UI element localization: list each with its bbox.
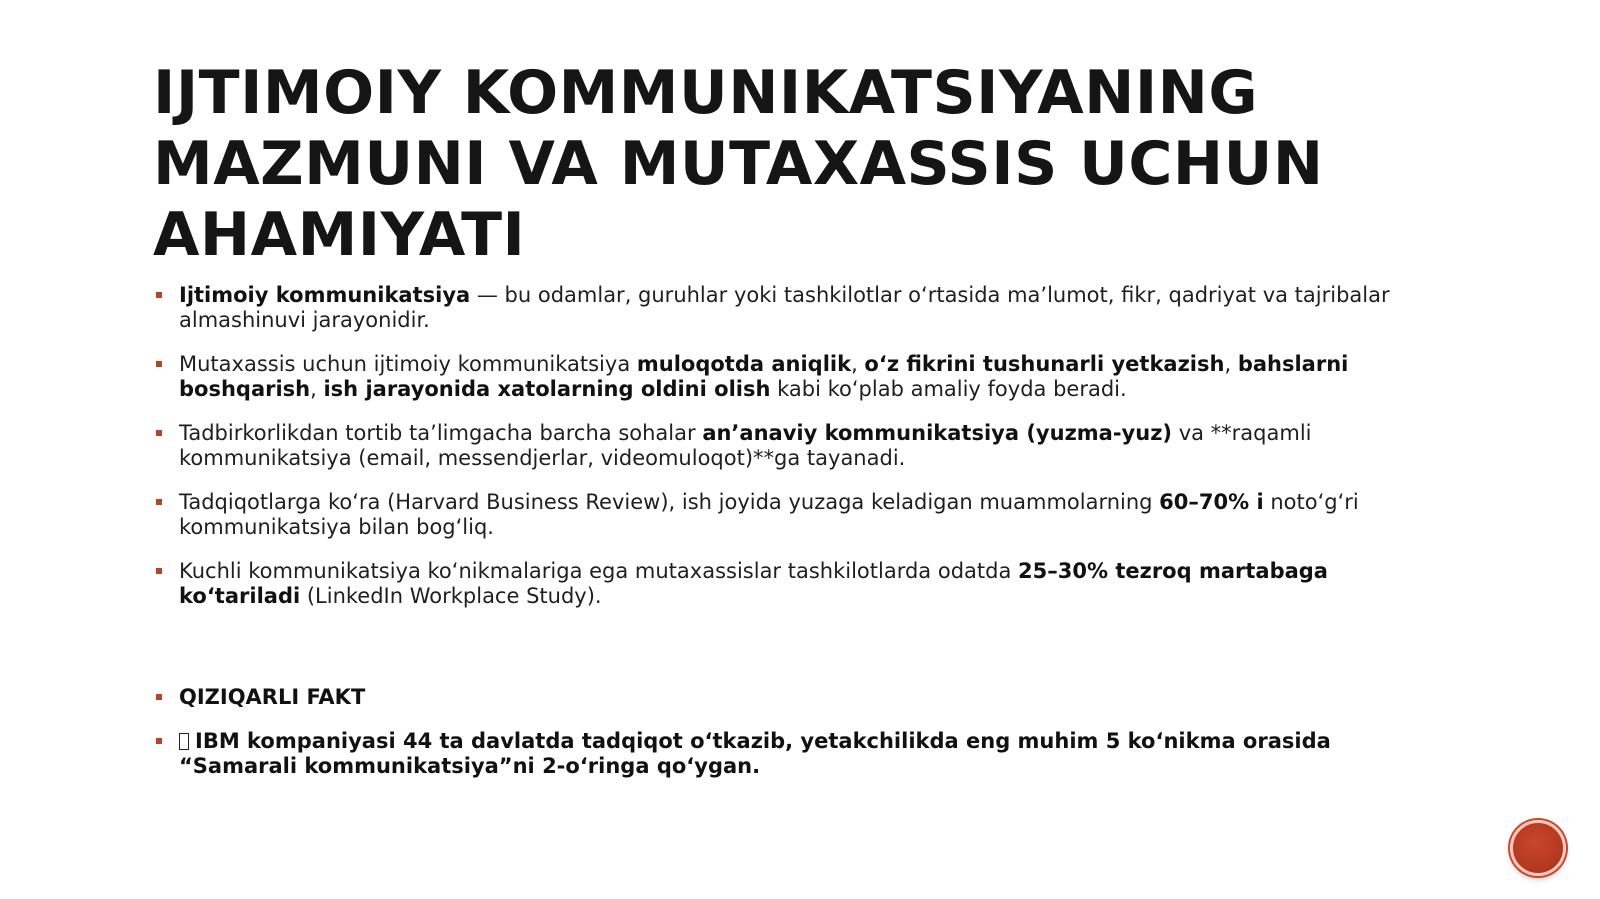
fact-item xyxy=(153,729,1453,779)
fact-heading: QIZIQARLI FAKT xyxy=(179,685,366,709)
fact-text: IBM kompaniyasi 44 ta davlatda tadqiqot oʻtkazib, yetakchilikda eng muhim 5 koʻnikma orasida “Samarali kommunikatsiya”ni 2-oʻringa qoʻygan. xyxy=(179,729,1331,778)
square-bullet-icon xyxy=(156,568,162,574)
bullet-item-1 xyxy=(153,283,1453,333)
square-bullet-icon xyxy=(156,738,162,744)
bullet-text: Tadqiqotlarga koʻra (Harvard Business Review), ish joyida yuzaga keladigan muammolarning 60–70% i notoʻgʻri kommunikatsiya bilan bogʻliq. xyxy=(179,490,1359,539)
missing-glyph-box-icon xyxy=(179,733,189,750)
square-bullet-icon xyxy=(156,694,162,700)
square-bullet-icon xyxy=(156,430,162,436)
bullet-text: Kuchli kommunikatsiya koʻnikmalariga ega mutaxassislar tashkilotlarda odatda 25–30% tezroq martabaga koʻtariladi (LinkedIn Workplace Study). xyxy=(179,559,1328,608)
square-bullet-icon xyxy=(156,361,162,367)
bullet-item-4 xyxy=(153,490,1453,540)
bullet-text: Mutaxassis uchun ijtimoiy kommunikatsiya muloqotda aniqlik, oʻz fikrini tushunarli yetkazish, bahslarni boshqarish, ish jarayonida xatolarning oldini olish kabi koʻplab amaliy foyda beradi. xyxy=(179,352,1349,401)
fact-heading-item xyxy=(153,685,1453,710)
fact-body xyxy=(179,729,1331,778)
square-bullet-icon xyxy=(156,292,162,298)
bullet-text: Tadbirkorlikdan tortib taʼlimgacha barcha sohalar anʼanaviy kommunikatsiya (yuzma-yuz) va **raqamli kommunikatsiya (email, messendjerlar, videomuloqot)**ga tayanadi. xyxy=(179,421,1312,470)
bullet-item-5 xyxy=(153,559,1453,609)
bullet-list xyxy=(153,283,1453,798)
bullet-item-3 xyxy=(153,421,1453,471)
slide-title: IJTIMOIY KOMMUNIKATSIYANING MAZMUNI VA MUTAXASSIS UCHUN AHAMIYATI xyxy=(153,58,1324,270)
bullet-item-2 xyxy=(153,352,1453,402)
bullet-text: Ijtimoiy kommunikatsiya — bu odamlar, guruhlar yoki tashkilotlar oʻrtasida maʼlumot, fikr, qadriyat va tajribalar almashinuvi jarayonidir. xyxy=(179,283,1390,332)
slide-nav-button[interactable] xyxy=(1510,820,1566,876)
square-bullet-icon xyxy=(156,499,162,505)
